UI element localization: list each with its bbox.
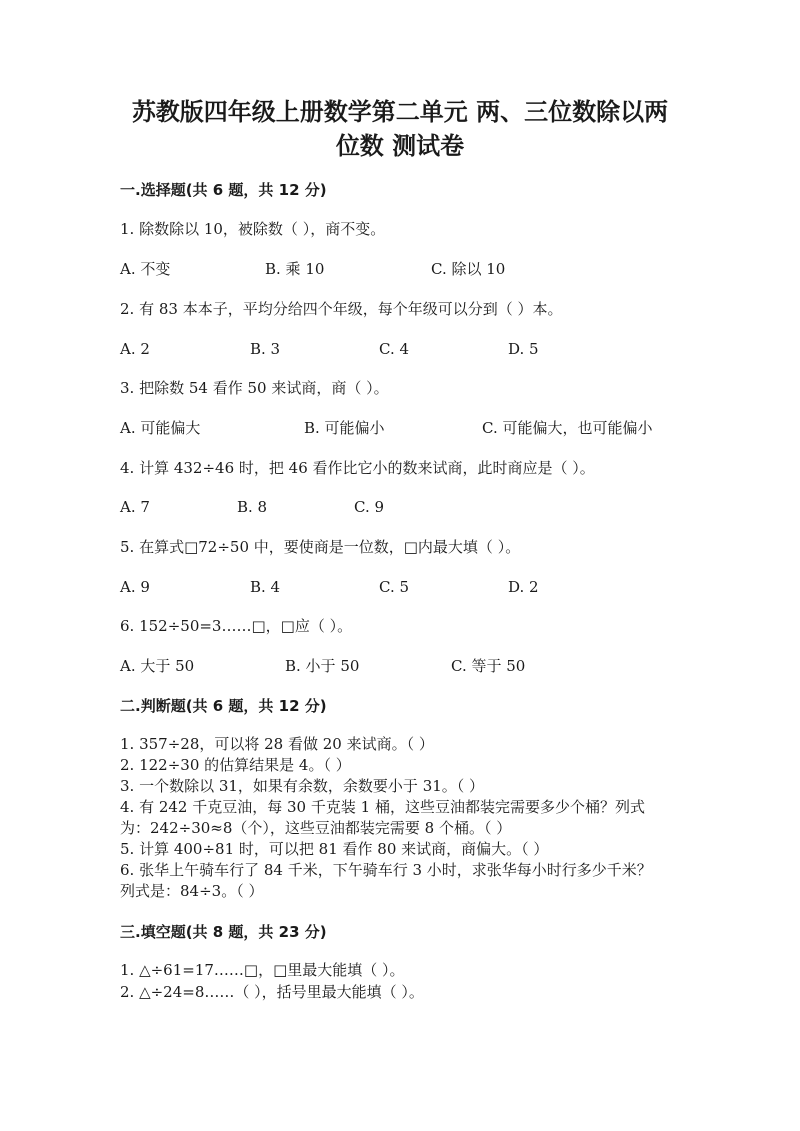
question-1: 1. 除数除以 10，被除数（ ），商不变。	[120, 220, 386, 238]
page-title-line-1: 苏教版四年级上册数学第二单元 两、三位数除以两	[131, 98, 669, 126]
page-title-line-2: 位数 测试卷	[335, 132, 465, 160]
q3-option-b: B. 可能偏小	[304, 419, 385, 437]
fill-line-1: 1. △÷61=17……□，□里最大能填（ ）。	[120, 961, 405, 979]
question-5: 5. 在算式□72÷50 中，要使商是一位数，□内最大填（ ）。	[120, 538, 521, 556]
q3-option-a: A. 可能偏大	[120, 419, 201, 437]
q5-option-d: D. 2	[508, 578, 539, 596]
q5-option-b: B. 4	[250, 578, 281, 596]
q6-option-c: C. 等于 50	[451, 657, 526, 675]
q3-option-c: C. 可能偏大，也可能偏小	[482, 419, 653, 437]
q5-option-c: C. 5	[379, 578, 410, 596]
q5-option-a: A. 9	[120, 578, 150, 596]
tf-line-7: 6. 张华上午骑车行了 84 千米，下午骑车行 3 小时，求张华每小时行多少千米？	[120, 861, 652, 879]
tf-line-4: 4. 有 242 千克豆油，每 30 千克装 1 桶，这些豆油都装完需要多少个桶？列式	[120, 798, 645, 816]
q1-option-a: A. 不变	[120, 260, 171, 278]
tf-line-6: 5. 计算 400÷81 时，可以把 81 看作 80 来试商，商偏大。（ ）	[120, 840, 549, 858]
q1-option-b: B. 乘 10	[265, 260, 325, 278]
q2-option-b: B. 3	[250, 340, 281, 358]
tf-line-3: 3. 一个数除以 31，如果有余数，余数要小于 31。（ ）	[120, 777, 485, 795]
fill-line-2: 2. △÷24=8……（ ），括号里最大能填（ ）。	[120, 983, 424, 1001]
q2-option-a: A. 2	[120, 340, 150, 358]
tf-line-5: 为：242÷30≈8（个），这些豆油都装完需要 8 个桶。（ ）	[120, 819, 512, 837]
q6-option-a: A. 大于 50	[120, 657, 195, 675]
tf-line-1: 1. 357÷28，可以将 28 看做 20 来试商。（ ）	[120, 735, 434, 753]
section-heading-true-false: 二.判断题(共 6 题，共 12 分)	[120, 697, 327, 715]
q1-option-c: C. 除以 10	[431, 260, 506, 278]
q2-option-c: C. 4	[379, 340, 410, 358]
q2-option-d: D. 5	[508, 340, 539, 358]
tf-line-2: 2. 122÷30 的估算结果是 4。（ ）	[120, 756, 351, 774]
section-heading-fill-blank: 三.填空题(共 8 题，共 23 分)	[120, 923, 327, 941]
question-4: 4. 计算 432÷46 时，把 46 看作比它小的数来试商，此时商应是（ ）。	[120, 459, 595, 477]
q4-option-a: A. 7	[120, 498, 150, 516]
question-2: 2. 有 83 本本子，平均分给四个年级，每个年级可以分到（ ）本。	[120, 300, 563, 318]
question-6: 6. 152÷50=3……□，□应（ ）。	[120, 617, 353, 635]
q4-option-c: C. 9	[354, 498, 385, 516]
section-heading-choice: 一.选择题(共 6 题，共 12 分)	[120, 181, 327, 199]
q4-option-b: B. 8	[237, 498, 268, 516]
q6-option-b: B. 小于 50	[285, 657, 360, 675]
tf-line-8: 列式是：84÷3。（ ）	[120, 882, 264, 900]
question-3: 3. 把除数 54 看作 50 来试商，商（ ）。	[120, 379, 389, 397]
